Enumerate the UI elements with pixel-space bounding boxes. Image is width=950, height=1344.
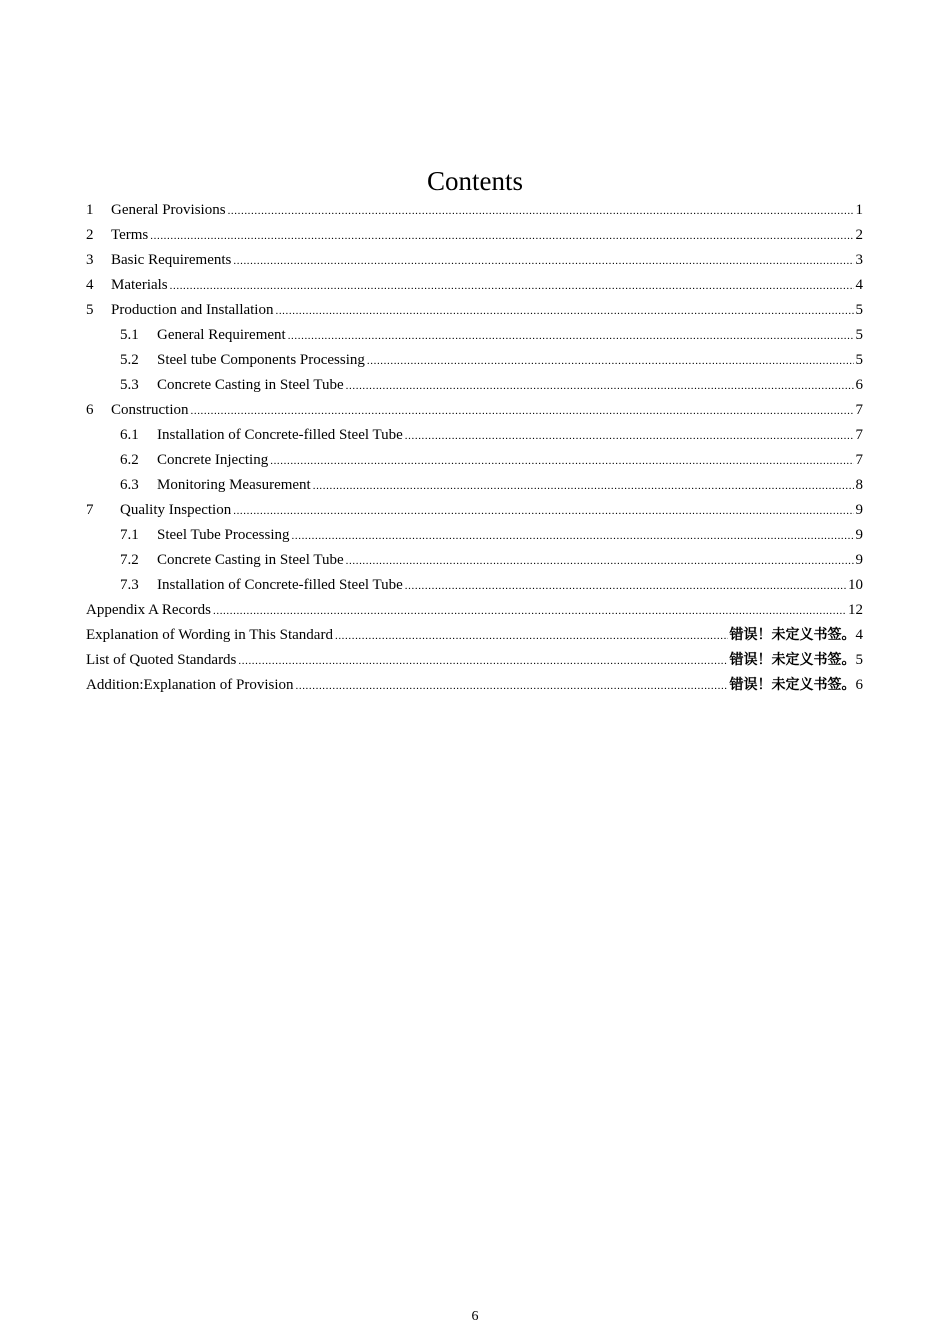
toc-entry-page: 9 xyxy=(855,552,863,568)
dot-leader xyxy=(335,624,728,649)
toc-entry-label: General Requirement xyxy=(157,327,286,343)
toc-entry-number: 5 xyxy=(86,302,94,318)
toc-entry-number: 2 xyxy=(86,227,94,243)
dot-leader xyxy=(288,324,854,349)
toc-entry-page: 6 xyxy=(855,377,863,393)
toc-entry-number: 5.1 xyxy=(120,327,139,343)
dot-leader xyxy=(313,474,854,499)
dot-leader xyxy=(367,349,854,374)
dot-leader xyxy=(150,224,853,249)
toc-entry-number: 7.2 xyxy=(120,552,139,568)
toc-subentry[interactable] xyxy=(86,373,863,398)
toc-entry-page: 2 xyxy=(855,227,863,243)
dot-leader xyxy=(233,249,853,274)
toc-entry-label: Materials xyxy=(111,277,168,293)
toc-entry-page: 9 xyxy=(855,502,863,518)
toc-entry-page: 4 xyxy=(855,277,863,293)
toc-entry-page: 4 xyxy=(855,627,863,643)
toc-entry-label: Steel tube Components Processing xyxy=(157,352,365,368)
toc-entry-label: List of Quoted Standards xyxy=(86,652,237,668)
toc-entry-label: Concrete Injecting xyxy=(157,452,269,468)
dot-leader xyxy=(238,649,727,674)
toc-entry-number: 5.3 xyxy=(120,377,139,393)
toc-subentry[interactable] xyxy=(86,548,863,573)
toc-entry-label: Quality Inspection xyxy=(120,502,232,518)
toc-entry-page: 5 xyxy=(855,302,863,318)
toc-entry-page: 5 xyxy=(855,652,863,668)
toc-entry-label: Concrete Casting in Steel Tube xyxy=(157,377,344,393)
bookmark-error-text: 错误！未定义书签。 xyxy=(729,627,856,643)
toc-entry-page: 1 xyxy=(855,202,863,218)
toc-entry-page: 7 xyxy=(855,452,863,468)
toc-entry-number: 5.2 xyxy=(120,352,139,368)
bookmark-error-text: 错误！未定义书签。 xyxy=(729,652,856,668)
toc-entry-appendix[interactable] xyxy=(86,598,863,623)
toc-entry-label: Concrete Casting in Steel Tube xyxy=(157,552,344,568)
toc-entry-page: 6 xyxy=(855,677,863,693)
toc-entry-number: 6.1 xyxy=(120,427,139,443)
toc-entry-number: 7.3 xyxy=(120,577,139,593)
dot-leader xyxy=(405,424,854,449)
toc-entry-page: 9 xyxy=(855,527,863,543)
toc-entry-label: Appendix A Records xyxy=(86,602,211,618)
toc-entry-label: Construction xyxy=(111,402,189,418)
toc-entry-page: 7 xyxy=(855,402,863,418)
toc-entry-label: Explanation of Wording in This Standard xyxy=(86,627,333,643)
toc-entry-label: Steel Tube Processing xyxy=(157,527,290,543)
dot-leader xyxy=(346,374,854,399)
toc-entry[interactable] xyxy=(86,248,863,273)
toc-entry-label: Terms xyxy=(111,227,149,243)
toc-subentry[interactable] xyxy=(86,573,863,598)
dot-leader xyxy=(296,674,728,699)
toc-entry-page: 3 xyxy=(855,252,863,268)
toc-entry-page: 10 xyxy=(848,577,863,593)
toc-entry-number: 7.1 xyxy=(120,527,139,543)
dot-leader xyxy=(346,549,854,574)
dot-leader xyxy=(213,599,846,624)
toc-subentry[interactable] xyxy=(86,473,863,498)
toc-entry-label: Monitoring Measurement xyxy=(157,477,311,493)
toc-subentry[interactable] xyxy=(86,423,863,448)
table-of-contents xyxy=(86,198,863,698)
toc-entry-page: 5 xyxy=(855,327,863,343)
dot-leader xyxy=(228,199,854,224)
toc-entry[interactable] xyxy=(86,198,863,223)
dot-leader xyxy=(405,574,846,599)
dot-leader xyxy=(270,449,853,474)
toc-entry[interactable] xyxy=(86,223,863,248)
toc-entry-page: 12 xyxy=(848,602,863,618)
toc-entry-label: General Provisions xyxy=(111,202,226,218)
toc-entry[interactable] xyxy=(86,273,863,298)
toc-entry-page: 5 xyxy=(855,352,863,368)
toc-entry-number: 4 xyxy=(86,277,94,293)
dot-leader xyxy=(275,299,853,324)
toc-entry-label: Installation of Concrete-filled Steel Tube xyxy=(157,427,403,443)
toc-subentry[interactable] xyxy=(86,348,863,373)
page-title: Contents xyxy=(426,166,523,196)
toc-entry-label: Production and Installation xyxy=(111,302,274,318)
toc-entry-number: 3 xyxy=(86,252,94,268)
toc-entry-number: 1 xyxy=(86,202,94,218)
toc-entry-label: Installation of Concrete-filled Steel Tube xyxy=(157,577,403,593)
toc-entry[interactable] xyxy=(86,298,863,323)
toc-entry-explanation-wording[interactable] xyxy=(86,623,863,648)
toc-subentry[interactable] xyxy=(86,448,863,473)
toc-entry[interactable] xyxy=(86,498,863,523)
dot-leader xyxy=(170,274,854,299)
toc-entry-page: 7 xyxy=(855,427,863,443)
toc-entry-number: 6 xyxy=(86,402,94,418)
bookmark-error-text: 错误！未定义书签。 xyxy=(729,677,856,693)
toc-entry-explanation-provision[interactable] xyxy=(86,673,863,698)
toc-entry[interactable] xyxy=(86,398,863,423)
toc-entry-number: 7 xyxy=(86,502,94,518)
dot-leader xyxy=(292,524,854,549)
toc-entry-label: Basic Requirements xyxy=(111,252,232,268)
toc-entry-page: 8 xyxy=(855,477,863,493)
toc-entry-number: 6.3 xyxy=(120,477,139,493)
dot-leader xyxy=(233,499,853,524)
page-number: 6 xyxy=(471,1309,479,1324)
toc-subentry[interactable] xyxy=(86,523,863,548)
toc-subentry[interactable] xyxy=(86,323,863,348)
toc-entry-label: Addition:Explanation of Provision xyxy=(86,677,294,693)
toc-entry-quoted-standards[interactable] xyxy=(86,648,863,673)
dot-leader xyxy=(191,399,854,424)
toc-entry-number: 6.2 xyxy=(120,452,139,468)
